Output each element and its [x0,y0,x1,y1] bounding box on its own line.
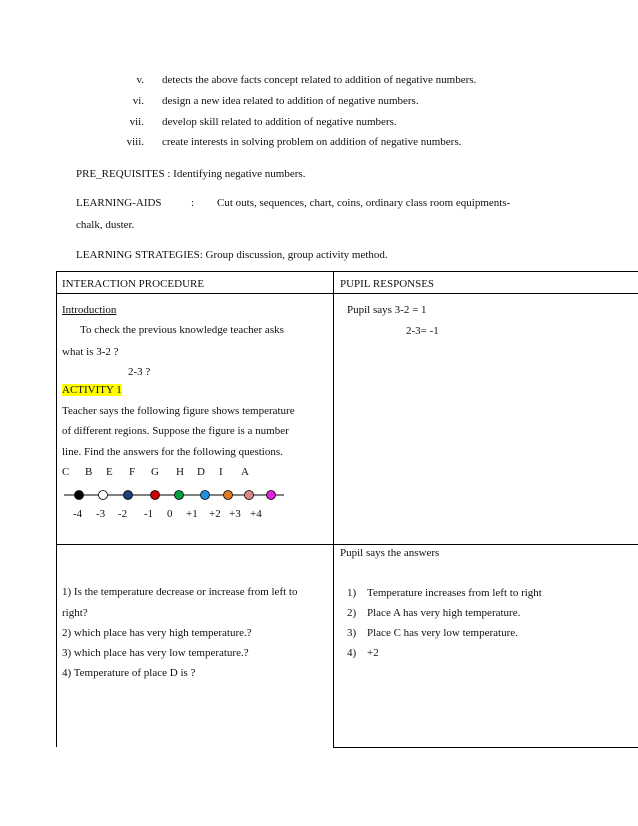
learning-aids-text: Cut outs, sequences, chart, coins, ordinary class room equipments- [217,197,511,209]
header-interaction-procedure: INTERACTION PROCEDURE [62,278,205,290]
question-line: 2) which place has very high temperature.? [62,627,252,639]
prerequisites: PRE_REQUISITES : Identifying negative numbers. [76,168,306,180]
question-line: 1) Is the temperature decrease or increase from left to [62,586,298,598]
number-line-dot [124,491,133,500]
number-line-dot [99,491,108,500]
number-label: 0 [167,508,173,520]
intro-line: To check the previous knowledge teacher asks [80,324,284,336]
answer-text: Place A has very high temperature. [367,607,521,619]
number-label: -2 [118,508,128,520]
learning-aids-colon: : [191,197,195,209]
learning-aids-continuation: chalk, duster. [76,219,135,231]
number-line-dot [224,491,233,500]
table-header-divider [56,293,638,294]
place-letter: B [85,466,93,478]
number-label: -3 [96,508,106,520]
objective-numeral: v. [136,74,144,86]
intro-question: 2-3 ? [128,366,151,378]
place-letter: G [151,466,159,478]
number-line-dot [245,491,254,500]
table-border-bottom [333,747,638,748]
number-line-dot [151,491,160,500]
place-letter: D [197,466,205,478]
question-line: 3) which place has very low temperature.? [62,647,249,659]
table-border-left [56,271,57,747]
activity-paragraph-line: Teacher says the following figure shows temperature [62,405,295,417]
answer-number: 2) [347,607,357,619]
answer-number: 3) [347,627,357,639]
pupil-response-line: Pupil says 3-2 = 1 [347,304,427,316]
objective-text: detects the above facts concept related to addition of negative numbers. [162,74,477,86]
table-row-divider [56,544,638,545]
learning-aids-label: LEARNING-AIDS [76,197,162,209]
answer-number: 1) [347,587,357,599]
objective-text: create interests in solving problem on addition of negative numbers. [162,136,462,148]
question-line: right? [62,607,88,619]
place-letter: C [62,466,70,478]
table-column-divider [333,271,334,748]
answer-text: Temperature increases from left to right [367,587,542,599]
number-label: -4 [73,508,83,520]
question-line: 4) Temperature of place D is ? [62,667,196,679]
header-pupil-responses: PUPIL RESPONSES [340,278,435,290]
activity-paragraph-line: line. Find the answers for the following questions. [62,446,283,458]
objective-numeral: viii. [126,136,144,148]
number-label: -1 [144,508,154,520]
number-line-dot [175,491,184,500]
objective-text: design a new idea related to addition of negative numbers. [162,95,419,107]
activity-label: ACTIVITY 1 [62,384,122,396]
answers-heading: Pupil says the answers [340,547,440,559]
number-label: +2 [209,508,221,520]
number-line-dot [75,491,84,500]
number-label: +4 [250,508,262,520]
place-letter: A [241,466,249,478]
learning-strategies: LEARNING STRATEGIES: Group discussion, group activity method. [76,249,388,261]
number-line-dot [267,491,276,500]
answer-number: 4) [347,647,357,659]
objective-text: develop skill related to addition of negative numbers. [162,116,397,128]
answer-text: Place C has very low temperature. [367,627,518,639]
place-letter: I [219,466,223,478]
number-label: +1 [186,508,198,520]
intro-title: Introduction [62,304,117,316]
intro-question: what is 3-2 ? [62,346,119,358]
number-line-dot [201,491,210,500]
answer-text: +2 [367,647,379,659]
objective-numeral: vi. [132,95,144,107]
pupil-response-line: 2-3= -1 [406,325,439,337]
number-line [56,485,296,505]
place-letter: F [129,466,136,478]
place-letter: E [106,466,113,478]
table-border-top [56,271,638,272]
number-label: +3 [229,508,241,520]
activity-paragraph-line: of different regions. Suppose the figure is a number [62,425,289,437]
objective-numeral: vii. [129,116,144,128]
place-letter: H [176,466,184,478]
